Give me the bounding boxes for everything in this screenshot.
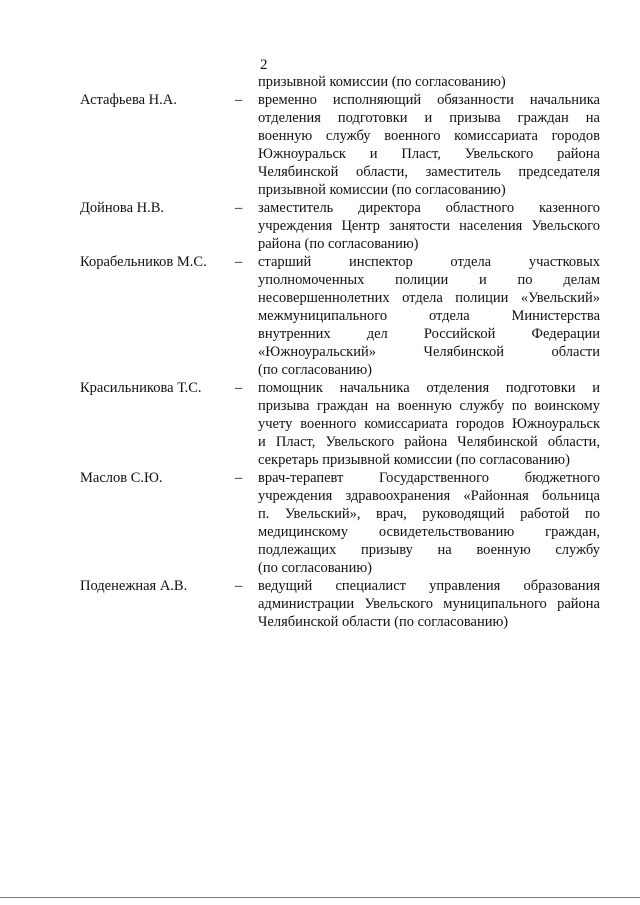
member-dash: –	[235, 92, 243, 108]
member-role-line: временно исполняющий обязанности начальника	[258, 92, 600, 108]
commission-member-row	[80, 379, 602, 469]
member-role-line: призыва граждан на военную службу по воинскому	[258, 398, 600, 414]
member-dash: –	[235, 380, 243, 396]
member-role-line: Челябинской области, заместитель председателя	[258, 164, 600, 180]
member-role-line: несовершеннолетних отдела полиции «Увельский»	[258, 290, 600, 306]
commission-member-row	[80, 253, 602, 379]
member-role	[258, 469, 600, 577]
member-role	[258, 253, 600, 379]
member-role-line: медицинскому освидетельствованию граждан,	[258, 524, 600, 540]
member-name: Астафьева Н.А.	[80, 92, 177, 108]
member-role-line: учету военного комиссариата городов Южноуральск	[258, 416, 600, 432]
member-dash: –	[235, 470, 243, 486]
member-dash: –	[235, 578, 243, 594]
member-role-line: Челябинской области (по согласованию)	[258, 614, 509, 630]
member-dash: –	[235, 200, 243, 216]
member-role-line: и Пласт, Увельского района Челябинской области,	[258, 434, 600, 450]
member-role-line: секретарь призывной комиссии (по согласованию)	[258, 452, 570, 468]
commission-member-list	[80, 91, 602, 631]
commission-member-row	[80, 577, 602, 631]
member-role-line: уполномоченных полиции и по делам	[258, 272, 600, 288]
member-role-line: учреждения Центр занятости населения Увельского	[258, 218, 600, 234]
continuation-text: призывной комиссии (по согласованию)	[258, 74, 506, 90]
member-role-line: района (по согласованию)	[258, 236, 419, 252]
member-role-line: заместитель директора областного казенного	[258, 200, 600, 216]
member-role	[258, 577, 600, 631]
member-role	[258, 91, 600, 199]
member-name: Поденежная А.В.	[80, 578, 188, 594]
member-name: Корабельников М.С.	[80, 254, 207, 270]
member-role-line: призывной комиссии (по согласованию)	[258, 182, 506, 198]
member-name: Красильникова Т.С.	[80, 380, 202, 396]
member-role-line: «Южноуральский» Челябинской области	[258, 344, 600, 360]
member-role-line: помощник начальника отделения подготовки и	[258, 380, 600, 396]
member-role-line: внутренних дел Российской Федерации	[258, 326, 600, 342]
member-role-line: администрации Увельского муниципального района	[258, 596, 600, 612]
member-role-line: старший инспектор отдела участковых	[258, 254, 600, 270]
commission-member-row	[80, 199, 602, 253]
member-role-line: межмуниципального отдела Министерства	[258, 308, 600, 324]
page-bottom-rule	[0, 897, 640, 898]
member-role-line: военную службу военного комиссариата городов	[258, 128, 600, 144]
member-dash: –	[235, 254, 243, 270]
member-role-line: подлежащих призыву на военную службу	[258, 542, 600, 558]
member-role	[258, 199, 600, 253]
member-name: Дойнова Н.В.	[80, 200, 165, 216]
member-role	[258, 379, 600, 469]
member-role-line: учреждения здравоохранения «Районная больница	[258, 488, 600, 504]
member-role-line: отделения подготовки и призыва граждан на	[258, 110, 600, 126]
member-role-line: п. Увельский», врач, руководящий работой по	[258, 506, 600, 522]
member-role-line: ведущий специалист управления образования	[258, 578, 600, 594]
member-role-line: (по согласованию)	[258, 560, 372, 576]
member-role-line: врач-терапевт Государственного бюджетного	[258, 470, 600, 486]
page-number: 2	[260, 57, 268, 73]
commission-member-row	[80, 469, 602, 577]
member-name: Маслов С.Ю.	[80, 470, 163, 486]
member-role-line: (по согласованию)	[258, 362, 372, 378]
commission-member-row	[80, 91, 602, 199]
member-role-line: Южноуральск и Пласт, Увельского района	[258, 146, 600, 162]
